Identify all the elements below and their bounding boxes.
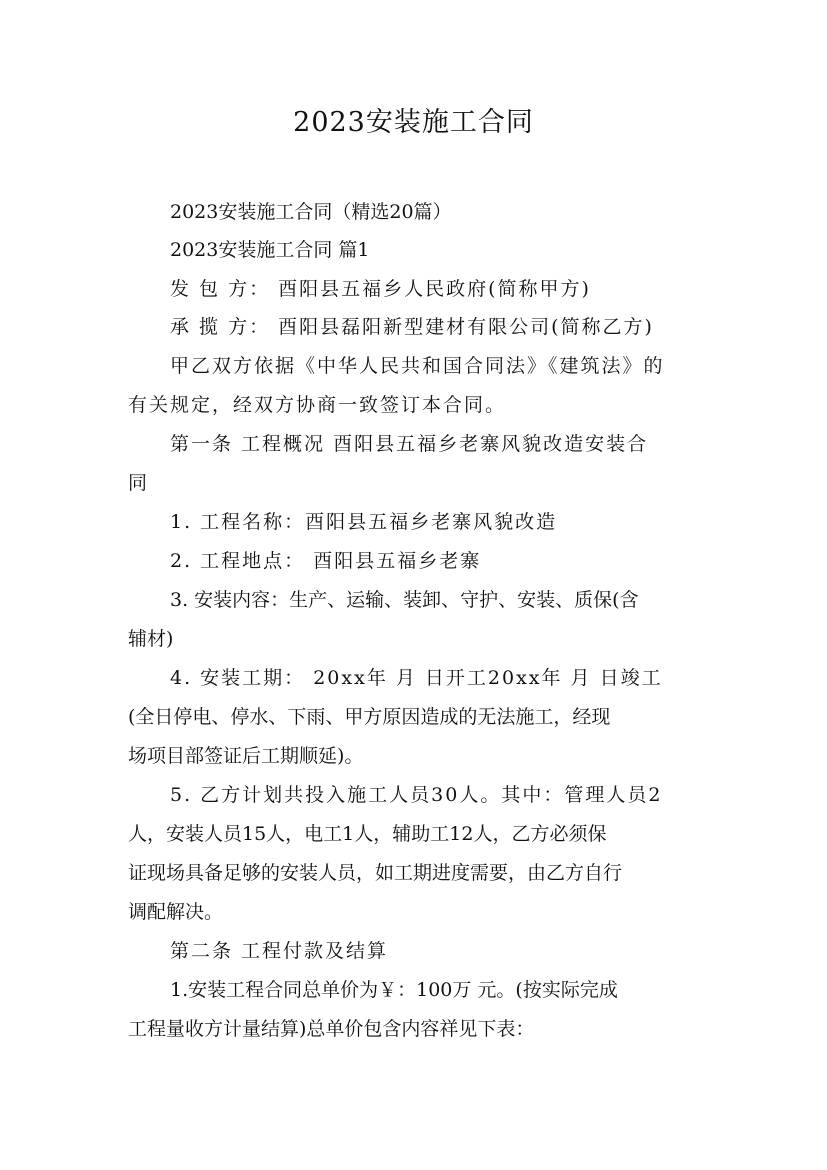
list-item: 3. 安装内容：生产、运输、装卸、守护、安装、质保(含: [170, 589, 639, 611]
list-item: 2. 工程地点： 酉阳县五福乡老寨: [170, 550, 482, 572]
contract-heading: 2023安装施工合同 篇1: [170, 239, 370, 261]
party-b-line: 承 揽 方： 酉阳县磊阳新型建材有限公司(简称乙方): [170, 316, 654, 338]
paragraph-line: 辅材): [128, 628, 174, 650]
paragraph-line: 调配解决。: [128, 901, 224, 923]
list-item: 4. 安装工期： 20xx年 月 日开工20xx年 月 日竣工: [170, 667, 663, 689]
party-a-line: 发 包 方： 酉阳县五福乡人民政府(简称甲方): [170, 278, 591, 300]
document-title: 2023安装施工合同: [293, 107, 534, 138]
list-item: 5. 乙方计划共投入施工人员30人。其中：管理人员2: [170, 784, 663, 806]
paragraph-line: 有关规定，经双方协商一致签订本合同。: [128, 394, 507, 416]
list-item: 1.安装工程合同总单价为￥：100万 元。(按实际完成: [170, 979, 618, 1001]
paragraph-line: 人，安装人员15人，电工1人，辅助工12人，乙方必须保: [128, 823, 607, 845]
paragraph-line: 同: [128, 472, 148, 494]
article-two-heading: 第二条 工程付款及结算: [170, 940, 389, 962]
contract-subtitle: 2023安装施工合同（精选20篇）: [170, 201, 452, 223]
article-one-heading: 第一条 工程概况 酉阳县五福乡老寨风貌改造安装合: [170, 433, 649, 455]
paragraph-line: (全日停电、停水、下雨、甲方原因造成的无法施工，经现: [128, 706, 611, 728]
paragraph-line: 甲乙双方依据《中华人民共和国合同法》《建筑法》的: [170, 355, 665, 377]
paragraph-line: 场项目部签证后工期顺延)。: [128, 745, 364, 767]
list-item: 1. 工程名称：酉阳县五福乡老寨风貌改造: [170, 511, 558, 533]
paragraph-line: 证现场具备足够的安装人员，如工期进度需要，由乙方自行: [128, 862, 623, 884]
paragraph-line: 工程量收方计量结算)总单价包含内容祥见下表：: [128, 1018, 535, 1040]
